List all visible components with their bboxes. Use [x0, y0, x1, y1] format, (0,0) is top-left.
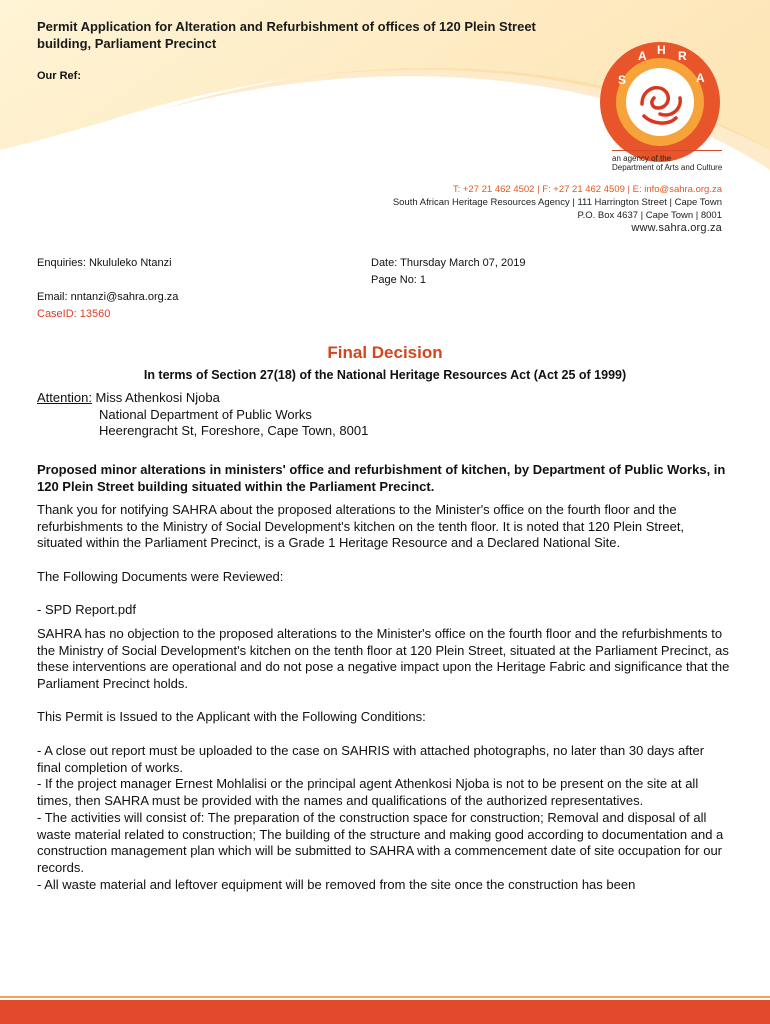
contact-phone: T: +27 21 462 4502 | F: +27 21 462 4509 | E: info@sahra.org.za — [452, 184, 722, 195]
sahra-logo — [598, 40, 722, 164]
agency-line-2: Department of Arts and Culture — [612, 163, 723, 172]
logo-letter-a: A — [638, 49, 647, 63]
agency-caption — [612, 150, 722, 172]
condition-item: - A close out report must be uploaded to the case on SAHRIS with attached photographs, no later than 30 days after final completion of works. — [37, 743, 705, 775]
condition-item: - The activities will consist of: The preparation of the construction space for construction; Removal and disposal of all waste material related to construction; The building of the structure and making good according to documentation and a construction management plan which will be submitted to SAHRA with a commencement date of site occupation for our records. — [37, 809, 724, 875]
document-item: - SPD Report.pdf — [37, 602, 136, 617]
date: Date: Thursday March 07, 2019 — [371, 257, 526, 269]
no-objection-paragraph — [37, 626, 730, 693]
conditions-heading — [37, 709, 730, 726]
intro-text: Thank you for notifying SAHRA about the proposed alterations to the Minister's office on the fourth floor and the refurbishments to the Ministry of Social Development's kitchen on the tenth floor. It is noted that 120 Plein Street, situated within the Parliament Precinct, is a Grade 1 Heritage Resource and a Declared National Site. — [37, 502, 685, 551]
condition-item: - If the project manager Ernest Mohlalisi or the principal agent Athenkosi Njoba is not to be present on the site at all times, then SAHRA must be provided with the names and qualifications of the authorized representatives. — [37, 776, 699, 809]
agency-divider — [612, 150, 722, 151]
document-list — [37, 602, 730, 619]
act-section-subheading: In terms of Section 27(18) of the National Heritage Resources Act (Act 25 of 1999) — [143, 368, 627, 382]
contact-block — [393, 183, 722, 235]
intro-paragraph — [37, 502, 730, 552]
document-title: Permit Application for Alteration and Refurbishment of offices of 120 Plein Street building, Parliament Precinct — [37, 19, 536, 51]
attention-address: Heerengracht St, Foreshore, Cape Town, 8001 — [99, 423, 369, 438]
logo-letter-a2: A — [696, 71, 705, 85]
logo-letter-r: R — [678, 49, 687, 63]
subject-text: Proposed minor alterations in ministers' office and refurbishment of kitchen, by Department of Public Works, in 120 Plein Street building situated within the Parliament Precinct. — [37, 462, 726, 494]
email: Email: nntanzi@sahra.org.za — [37, 291, 179, 303]
footer-accent-line — [0, 996, 770, 998]
case-id: CaseID: 13560 — [37, 308, 111, 320]
attention-name: Miss Athenkosi Njoba — [91, 390, 220, 405]
conditions-heading-text: This Permit is Issued to the Applicant with the Following Conditions: — [37, 709, 426, 724]
final-decision-heading: Final Decision — [327, 343, 443, 362]
no-objection-text: SAHRA has no objection to the proposed alterations to the Minister's office on the fourth floor and the refurbishments to the Ministry of Social Development's kitchen on the tenth floor at 120 Plein Street, situated at the Parliament Precinct, as these interventions are operational and do not pose a negative impact upon the Heritage Fabric and significance that the Parliament Precinct holds. — [37, 626, 730, 692]
attention-label: Attention: — [37, 390, 92, 405]
contact-address-2: P.O. Box 4637 | Cape Town | 8001 — [577, 210, 722, 221]
condition-item: - All waste material and leftover equipment will be removed from the site once the construction has been — [37, 876, 636, 892]
agency-line-1: an agency of the — [612, 154, 672, 163]
attention-block — [37, 390, 368, 440]
conditions-list — [37, 743, 730, 893]
contact-address-1: South African Heritage Resources Agency | 111 Harrington Street | Cape Town — [392, 197, 722, 208]
footer-bar — [0, 1000, 770, 1024]
our-ref-label: Our Ref: — [37, 70, 81, 82]
logo-letter-s: S — [618, 73, 627, 87]
documents-heading — [37, 569, 730, 586]
attention-org: National Department of Public Works — [99, 406, 312, 422]
documents-heading-text: The Following Documents were Reviewed: — [37, 569, 284, 584]
contact-website: www.sahra.org.za — [631, 222, 722, 234]
page-number: Page No: 1 — [371, 274, 427, 286]
logo-letter-h: H — [657, 43, 666, 57]
enquiries: Enquiries: Nkululeko Ntanzi — [37, 257, 172, 269]
subject-paragraph — [37, 462, 730, 495]
